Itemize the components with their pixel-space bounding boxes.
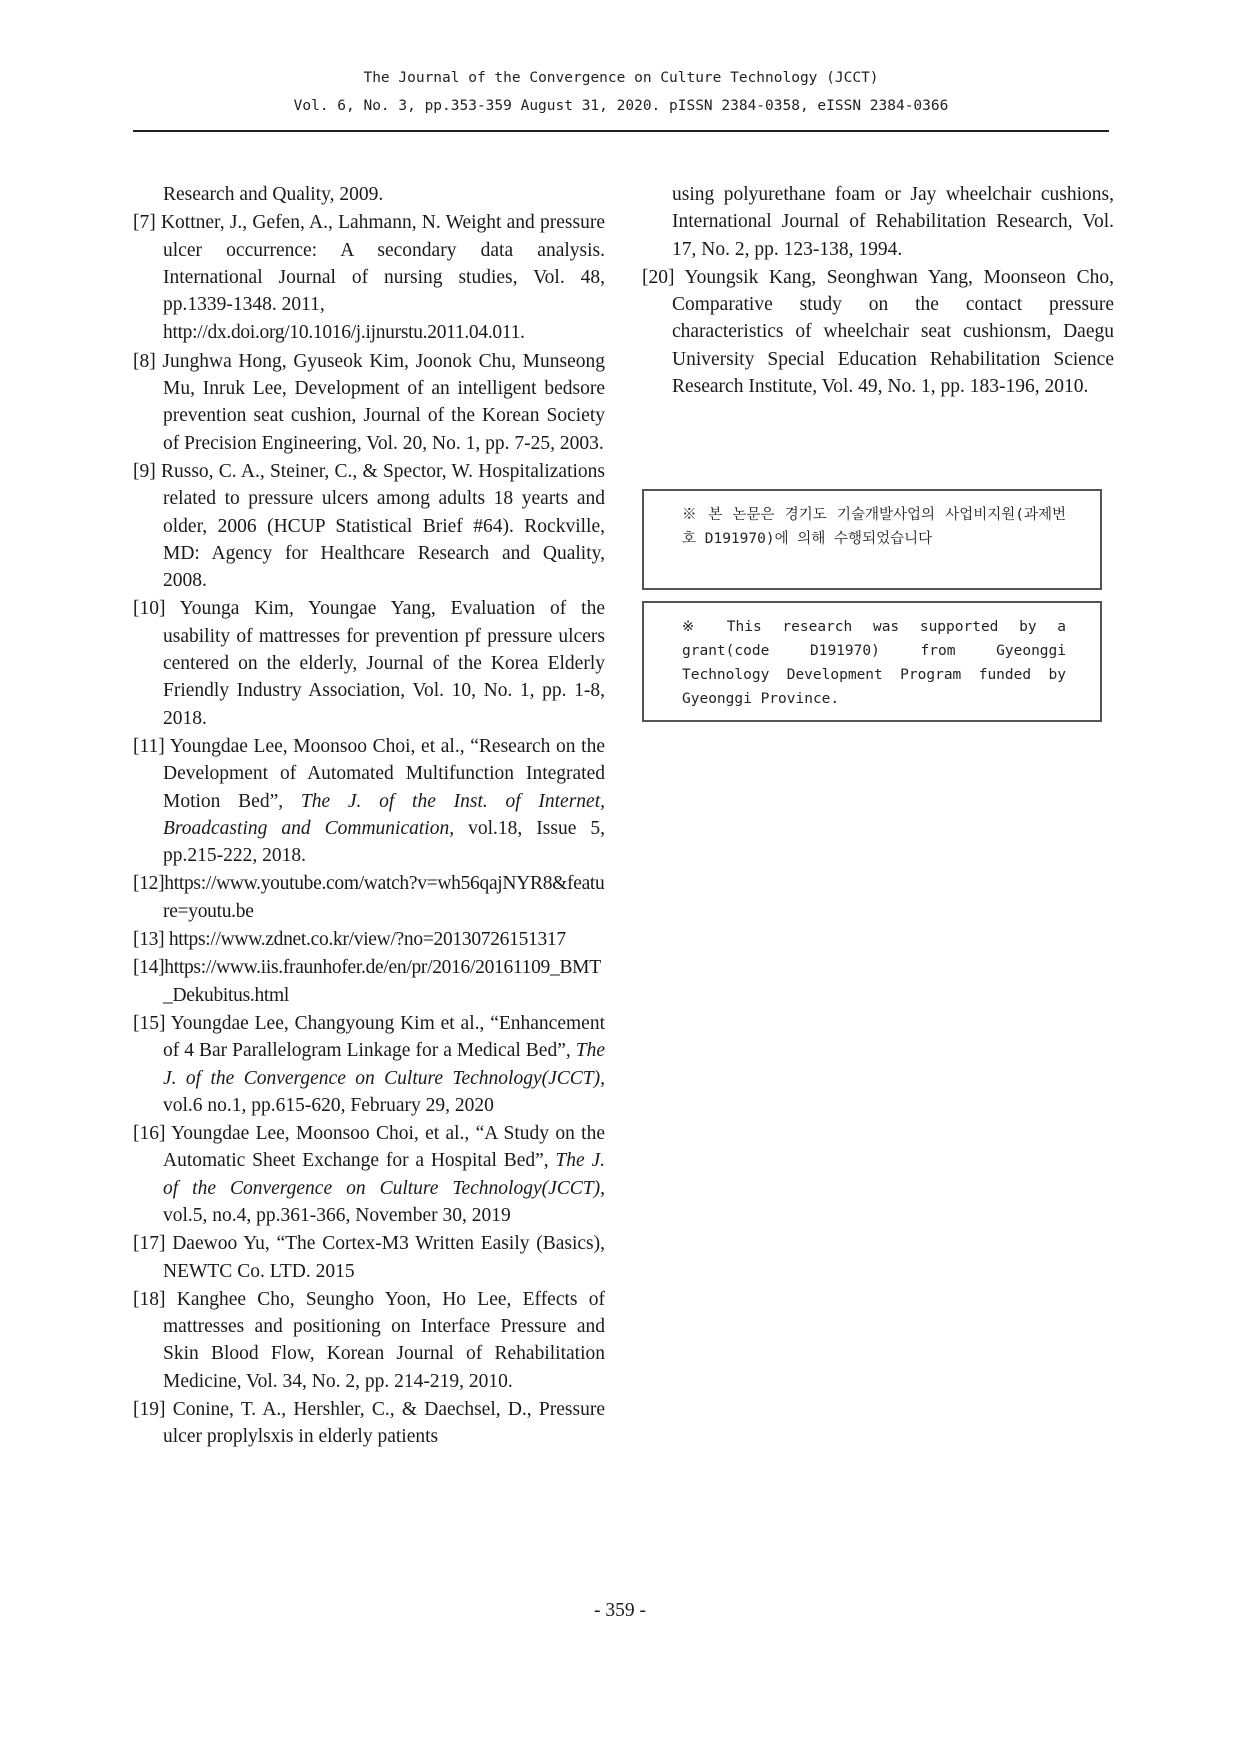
reference-9: [9] Russo, C. A., Steiner, C., & Spector, W. Hospitalizations related to pressure ulcers among adults 18 yearts and older, 2006 (HCUP Statistical Brief #64). Rockville, MD: Agency for Healthcare Research and Quality, 2008.: [133, 460, 605, 592]
reference-15-details: vol.6 no.1, pp.615-620, February 29, 2020: [163, 1094, 494, 1116]
reference-11-journal: The J. of the Inst. of Internet, Broadcasting and Communication,: [163, 790, 605, 839]
reference-12-link[interactable]: [12]https://www.youtube.com/watch?v=wh56qajNYR8&feature=youtu.be: [133, 873, 605, 922]
reference-16: [133, 1120, 605, 1229]
reference-11: [133, 733, 605, 869]
reference-19: [19] Conine, T. A., Hershler, C., & Daechsel, D., Pressure ulcer proplylsxis in elderly patients: [133, 1399, 605, 1448]
reference-11-details: vol.18, Issue 5, pp.215-222, 2018.: [163, 817, 605, 867]
reference-10: [10] Younga Kim, Youngae Yang, Evaluation of the usability of mattresses for prevention pf pressure ulcers centered on the elderly, Journal of the Korea Elderly Friendly Industry Association, Vol. 10, No. 1, pp. 1-8, 2018.: [133, 598, 605, 729]
funding-notice-english-text: ※ This research was supported by a grant(code D191970) from Gyeonggi Technology Development Program funded by Gyeonggi Province.: [682, 619, 1066, 707]
page-number: - 359 -: [594, 1600, 646, 1621]
reference-15: [133, 1010, 605, 1119]
reference-7-doi-link[interactable]: http://dx.doi.org/10.1016/j.ijnurstu.2011.04.011.: [163, 322, 525, 344]
reference-20: [20] Youngsik Kang, Seonghwan Yang, Moonseon Cho, Comparative study on the contact pressure characteristics of wheelchair seat cushionsm, Daegu University Special Education Rehabilitation Science Research Institute, Vol. 49, No. 1, pp. 183-196, 2010.: [642, 266, 1114, 398]
funding-notice-korean-text: ※ 본 논문은 경기도 기술개발사업의 사업비지원(과제번호 D191970)에 의해 수행되었습니다: [682, 507, 1066, 547]
journal-header: [133, 64, 1109, 120]
journal-issue-line: Vol. 6, No. 3, pp.353-359 August 31, 2020. pISSN 2384-0358, eISSN 2384-0366: [293, 98, 949, 114]
reference-6-continuation: Research and Quality, 2009.: [163, 184, 384, 205]
reference-11-text: [11] Youngdae Lee, Moonsoo Choi, et al., “Research on the Development of Automated Multifunction Integrated Motion Bed”,: [133, 735, 605, 812]
reference-17: [17] Daewoo Yu, “The Cortex-M3 Written Easily (Basics), NEWTC Co. LTD. 2015: [133, 1233, 605, 1282]
reference-14-link[interactable]: [14]https://www.iis.fraunhofer.de/en/pr/2016/20161109_BMT_Dekubitus.html: [133, 957, 601, 1006]
funding-notice-korean: [642, 489, 1102, 590]
reference-8: [8] Junghwa Hong, Gyuseok Kim, Joonok Chu, Munseong Mu, Inruk Lee, Development of an intelligent bedsore prevention seat cushion, Journal of the Korean Society of Precision Engineering, Vol. 20, No. 1, pp. 7-25, 2003.: [133, 350, 605, 454]
reference-13-link[interactable]: [13] https://www.zdnet.co.kr/view/?no=20130726151317: [133, 929, 566, 951]
reference-16-journal: The J. of the Convergence on Culture Technology(JCCT),: [163, 1150, 605, 1199]
reference-15-text: [15] Youngdae Lee, Changyoung Kim et al., “Enhancement of 4 Bar Parallelogram Linkage for a Medical Bed”,: [133, 1012, 605, 1062]
reference-16-text: [16] Youngdae Lee, Moonsoo Choi, et al., “A Study on the Automatic Sheet Exchange for a Hospital Bed”,: [133, 1123, 605, 1172]
references-left-column: [133, 181, 605, 1452]
funding-notice-english: [642, 601, 1102, 722]
reference-18: [18] Kanghee Cho, Seungho Yoon, Ho Lee, Effects of mattresses and positioning on Interface Pressure and Skin Blood Flow, Korean Journal of Rehabilitation Medicine, Vol. 34, No. 2, pp. 214-219, 2010.: [133, 1288, 605, 1392]
reference-19-continuation: using polyurethane foam or Jay wheelchair cushions, International Journal of Rehabilitation Research, Vol. 17, No. 2, pp. 123-138, 1994.: [672, 184, 1114, 260]
reference-7: [7] Kottner, J., Gefen, A., Lahmann, N. Weight and pressure ulcer occurrence: A secondary data analysis. International Journal of nursing studies, Vol. 48, pp.1339-1348. 2011,: [133, 212, 605, 316]
references-right-column: [642, 181, 1114, 401]
reference-16-details: vol.5, no.4, pp.361-366, November 30, 2019: [163, 1204, 511, 1226]
journal-title-line: The Journal of the Convergence on Culture Technology (JCCT): [363, 70, 879, 86]
reference-15-journal: The J. of the Convergence on Culture Technology(JCCT),: [163, 1040, 605, 1089]
header-divider: [133, 130, 1109, 132]
